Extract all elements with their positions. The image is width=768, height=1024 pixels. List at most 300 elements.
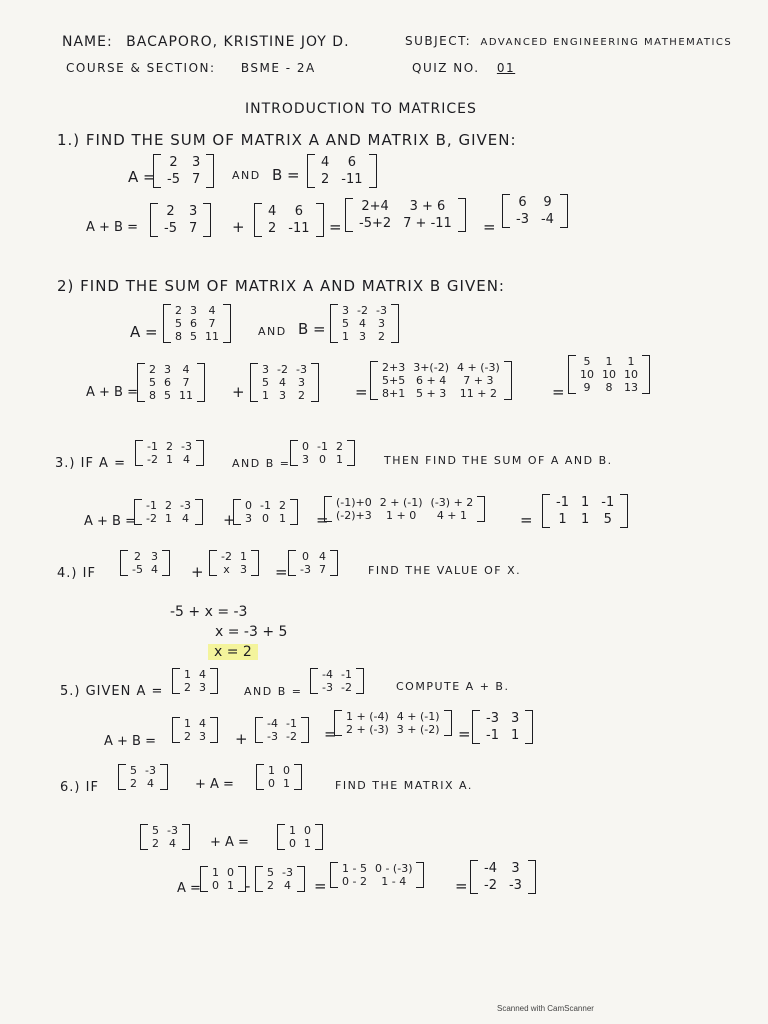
matrix-grid	[158, 203, 203, 237]
q1-matrix-a-copy	[150, 203, 211, 237]
matrix-cell: 3	[511, 861, 520, 876]
matrix-cell: 1	[184, 717, 191, 730]
matrix-cell: 8+1	[382, 387, 406, 400]
matrix-cell: 5	[152, 824, 159, 837]
matrix-row	[264, 777, 294, 790]
matrix-row	[263, 866, 297, 879]
matrix-cell: 6 + 4	[416, 374, 447, 387]
q5-prompt-end: COMPUTE A + B.	[396, 680, 510, 693]
matrix-row	[318, 681, 356, 694]
matrix-grid	[171, 304, 223, 343]
matrix-grid	[342, 710, 444, 736]
matrix-row	[576, 368, 642, 381]
q1-a-label: A =	[128, 168, 156, 186]
left-bracket	[290, 440, 298, 466]
right-bracket	[356, 668, 364, 694]
left-bracket	[370, 361, 378, 400]
q3-equals: =	[316, 511, 329, 529]
q2-and: AND	[258, 325, 287, 338]
right-bracket	[162, 550, 170, 576]
matrix-cell: 0	[289, 837, 296, 850]
matrix-cell: (-2)+3	[336, 509, 372, 522]
matrix-cell: -5	[164, 221, 177, 236]
matrix-cell: 1	[558, 512, 567, 527]
q2-sum-label: A + B =	[86, 385, 138, 400]
matrix-cell: 3	[199, 681, 206, 694]
matrix-row	[180, 668, 210, 681]
q3-result-matrix	[542, 494, 628, 528]
matrix-row	[262, 220, 316, 237]
matrix-row	[145, 363, 197, 376]
matrix-cell: 3	[377, 317, 385, 330]
left-bracket	[118, 764, 126, 790]
matrix-row	[296, 563, 330, 576]
matrix-row	[576, 381, 642, 394]
right-bracket	[369, 154, 377, 188]
matrix-cell: 4	[150, 563, 158, 576]
matrix-cell: -3	[295, 363, 307, 376]
right-bracket	[560, 194, 568, 228]
q5-equals-2: =	[458, 725, 471, 743]
matrix-cell: 5	[164, 389, 171, 402]
q5-sum-label: A + B =	[104, 734, 156, 749]
matrix-cell: 1 - 5	[342, 862, 367, 875]
matrix-cell: -3	[267, 730, 278, 743]
matrix-row	[332, 496, 477, 509]
matrix-cell: 6	[518, 195, 527, 210]
matrix-row	[285, 837, 315, 850]
matrix-cell: 3	[510, 711, 520, 726]
matrix-row	[143, 453, 196, 466]
matrix-grid	[332, 496, 477, 522]
matrix-row	[353, 198, 458, 215]
matrix-cell: 2	[184, 681, 191, 694]
matrix-cell: (-3) + 2	[430, 496, 474, 509]
matrix-grid	[180, 668, 210, 694]
matrix-row	[478, 860, 528, 877]
left-bracket	[568, 355, 576, 394]
matrix-row	[264, 764, 294, 777]
matrix-cell: 10	[602, 368, 616, 381]
left-bracket	[470, 860, 478, 894]
left-bracket	[120, 550, 128, 576]
matrix-grid	[378, 361, 504, 400]
name-line	[62, 34, 350, 50]
matrix-cell: 5	[149, 376, 156, 389]
matrix-row	[480, 727, 525, 744]
matrix-cell: 0	[283, 764, 290, 777]
matrix-cell: 2	[133, 550, 141, 563]
matrix-row	[296, 550, 330, 563]
matrix-row	[298, 440, 347, 453]
name-label: NAME:	[62, 34, 113, 50]
matrix-cell: 11	[179, 389, 193, 402]
left-bracket	[256, 764, 264, 790]
right-bracket	[311, 363, 319, 402]
matrix-cell: 2	[268, 221, 277, 236]
course-line	[66, 61, 316, 75]
matrix-cell: -5	[132, 563, 143, 576]
matrix-cell: 0	[302, 440, 309, 453]
matrix-cell: 1	[212, 866, 219, 879]
matrix-cell: 2	[321, 172, 330, 187]
left-bracket	[254, 203, 262, 237]
course-value: BSME - 2A	[240, 61, 316, 75]
matrix-grid	[263, 866, 297, 892]
matrix-cell: 2	[164, 499, 172, 512]
matrix-cell: -4	[540, 212, 554, 227]
matrix-cell: -3	[300, 563, 311, 576]
q3-matrix-a-copy	[134, 499, 203, 525]
matrix-cell: 1	[335, 453, 343, 466]
left-bracket	[277, 824, 285, 850]
right-bracket	[251, 550, 259, 576]
matrix-row	[378, 387, 504, 400]
matrix-grid	[318, 668, 356, 694]
subject-label: SUBJECT:	[405, 34, 472, 48]
matrix-cell: 4	[318, 550, 326, 563]
matrix-cell: 2	[149, 363, 156, 376]
matrix-row	[258, 376, 311, 389]
q6-identity-matrix-copy-2	[200, 866, 246, 892]
q3-matrix-b	[290, 440, 355, 466]
matrix-cell: -3	[145, 764, 156, 777]
q5-result-matrix	[472, 710, 533, 744]
right-bracket	[301, 717, 309, 743]
q1-matrix-b	[307, 154, 377, 188]
right-bracket	[197, 363, 205, 402]
page-title: INTRODUCTION TO MATRICES	[245, 101, 477, 117]
matrix-cell: 3 + 6	[409, 199, 446, 214]
matrix-cell: -2	[221, 550, 232, 563]
q4-matrix-3	[288, 550, 338, 576]
matrix-grid	[143, 440, 196, 466]
q5-prompt-start: 5.) GIVEN A =	[60, 684, 164, 699]
right-bracket	[206, 154, 214, 188]
q3-sum-label: A + B =	[84, 514, 136, 529]
matrix-cell: 5	[267, 866, 274, 879]
q3-matrix-b-copy	[233, 499, 298, 525]
matrix-cell: 0	[318, 453, 326, 466]
matrix-row	[126, 777, 160, 790]
matrix-row	[378, 361, 504, 374]
matrix-cell: 3	[191, 155, 201, 170]
matrix-cell: 4	[321, 155, 330, 170]
q5-equals: =	[324, 725, 337, 743]
matrix-cell: 2	[278, 499, 286, 512]
right-bracket	[504, 361, 512, 400]
matrix-cell: 4	[182, 453, 190, 466]
right-bracket	[642, 355, 650, 394]
matrix-cell: 10	[624, 368, 638, 381]
matrix-grid	[217, 550, 251, 576]
left-bracket	[209, 550, 217, 576]
matrix-cell: 4 + 1	[436, 509, 468, 522]
matrix-grid	[258, 363, 311, 402]
matrix-row	[142, 512, 195, 525]
matrix-cell: 3	[278, 389, 286, 402]
q2-equals: =	[355, 383, 368, 401]
q1-equals: =	[329, 218, 342, 236]
matrix-cell: 7 + 3	[463, 374, 494, 387]
q4-answer: x = 2	[208, 644, 258, 660]
matrix-cell: 1	[580, 495, 590, 510]
matrix-row	[158, 220, 203, 237]
q6-matrix-1-copy	[140, 824, 190, 850]
matrix-cell: 0 - (-3)	[374, 862, 413, 875]
right-bracket	[330, 550, 338, 576]
matrix-cell: 4	[182, 363, 190, 376]
matrix-grid	[126, 764, 160, 790]
matrix-cell: 8	[175, 330, 182, 343]
matrix-cell: -4	[484, 861, 497, 876]
matrix-cell: 11 + 2	[459, 387, 497, 400]
q6-a-label: A =	[177, 881, 201, 896]
matrix-cell: 2	[377, 330, 385, 343]
matrix-row	[171, 330, 223, 343]
matrix-row	[353, 215, 458, 232]
matrix-cell: 3	[245, 512, 252, 525]
matrix-cell: 1	[239, 550, 247, 563]
matrix-cell: -3	[180, 440, 192, 453]
matrix-cell: 3	[239, 563, 247, 576]
matrix-row	[171, 317, 223, 330]
left-bracket	[307, 154, 315, 188]
matrix-cell: 8	[605, 381, 613, 394]
q5-matrix-a	[172, 668, 218, 694]
matrix-grid	[478, 860, 528, 894]
q4-step-1: -5 + x = -3	[170, 604, 248, 620]
left-bracket	[502, 194, 510, 228]
matrix-cell: -1	[340, 668, 352, 681]
q3-equals-2: =	[520, 511, 533, 529]
matrix-grid	[142, 499, 195, 525]
right-bracket	[458, 198, 466, 232]
matrix-row	[180, 717, 210, 730]
matrix-cell: -3	[508, 878, 522, 893]
matrix-row	[128, 563, 162, 576]
right-bracket	[196, 440, 204, 466]
q2-matrix-b	[330, 304, 399, 343]
matrix-cell: 9	[583, 381, 591, 394]
matrix-cell: 0	[227, 866, 234, 879]
matrix-cell: 7	[318, 563, 326, 576]
matrix-cell: 1 - 4	[381, 875, 407, 888]
matrix-cell: (-1)+0	[336, 496, 372, 509]
q6-plus-a-2: + A =	[210, 835, 249, 850]
right-bracket	[525, 710, 533, 744]
right-bracket	[195, 499, 203, 525]
matrix-row	[145, 376, 197, 389]
matrix-cell: 2	[267, 879, 274, 892]
matrix-cell: 5	[190, 330, 197, 343]
q5-and: AND B =	[244, 685, 303, 698]
q6-matrix-1	[118, 764, 168, 790]
matrix-row	[338, 304, 391, 317]
left-bracket	[200, 866, 208, 892]
matrix-row	[480, 710, 525, 727]
matrix-cell: 9	[543, 195, 552, 210]
matrix-row	[148, 837, 182, 850]
matrix-cell: x	[223, 563, 230, 576]
q2-matrix-a	[163, 304, 231, 343]
right-bracket	[294, 764, 302, 790]
matrix-cell: 2+4	[361, 199, 389, 214]
matrix-cell: 0	[304, 824, 311, 837]
matrix-cell: 7 + -11	[403, 216, 452, 231]
matrix-cell: 1	[227, 879, 234, 892]
matrix-cell: -1	[556, 495, 569, 510]
matrix-cell: 7	[208, 317, 216, 330]
matrix-cell: 5	[262, 376, 269, 389]
subject-line	[405, 34, 732, 48]
matrix-cell: 10	[580, 368, 594, 381]
matrix-row	[128, 550, 162, 563]
matrix-grid	[285, 824, 315, 850]
q6-plus-a: + A =	[195, 777, 234, 792]
matrix-row	[208, 866, 238, 879]
matrix-cell: 3	[297, 376, 305, 389]
q1-b-label: B =	[272, 166, 300, 184]
right-bracket	[223, 304, 231, 343]
q4-plus: +	[191, 563, 204, 581]
right-bracket	[477, 496, 485, 522]
matrix-cell: 5	[175, 317, 182, 330]
matrix-cell: 2	[335, 440, 343, 453]
matrix-row	[318, 668, 356, 681]
matrix-row	[180, 681, 210, 694]
matrix-cell: 2	[169, 155, 178, 170]
matrix-cell: 1	[262, 389, 269, 402]
matrix-cell: 13	[624, 381, 638, 394]
matrix-cell: 3	[199, 730, 206, 743]
matrix-cell: -11	[288, 221, 310, 236]
matrix-grid	[263, 717, 301, 743]
right-bracket	[391, 304, 399, 343]
left-bracket	[345, 198, 353, 232]
q1-result-matrix	[502, 194, 568, 228]
q4-matrix-2	[209, 550, 259, 576]
q1-sum-label: A + B =	[86, 220, 138, 235]
matrix-cell: 4	[208, 304, 216, 317]
q6-expanded-matrix	[330, 862, 424, 888]
matrix-cell: 11	[205, 330, 219, 343]
matrix-row	[180, 730, 210, 743]
right-bracket	[297, 866, 305, 892]
left-bracket	[472, 710, 480, 744]
matrix-cell: -1	[260, 499, 271, 512]
matrix-cell: 1 + 0	[386, 509, 417, 522]
left-bracket	[137, 363, 145, 402]
left-bracket	[150, 203, 158, 237]
q3-and: AND B =	[232, 457, 291, 470]
right-bracket	[160, 764, 168, 790]
q2-expanded-matrix	[370, 361, 512, 400]
matrix-cell: 4	[168, 837, 176, 850]
q3-prompt-start: 3.) IF A =	[55, 456, 126, 471]
matrix-cell: 2	[175, 304, 182, 317]
matrix-cell: -3	[486, 711, 499, 726]
matrix-grid	[208, 866, 238, 892]
scanner-footer: Scanned with CamScanner	[497, 1004, 594, 1013]
matrix-cell: -1	[486, 728, 499, 743]
right-bracket	[528, 860, 536, 894]
matrix-row	[161, 171, 206, 188]
matrix-grid	[241, 499, 290, 525]
matrix-row	[241, 512, 290, 525]
matrix-cell: -2	[146, 512, 157, 525]
matrix-row	[262, 203, 316, 220]
matrix-row	[142, 499, 195, 512]
matrix-row	[338, 875, 416, 888]
left-bracket	[172, 717, 180, 743]
matrix-cell: 3	[262, 363, 269, 376]
matrix-cell: 3	[188, 204, 198, 219]
matrix-row	[478, 877, 528, 894]
matrix-cell: 6	[294, 204, 304, 219]
matrix-cell: 3	[302, 453, 309, 466]
matrix-cell: 2	[152, 837, 159, 850]
matrix-cell: -2	[340, 681, 352, 694]
left-bracket	[310, 668, 318, 694]
right-bracket	[347, 440, 355, 466]
matrix-row	[258, 389, 311, 402]
matrix-row	[217, 563, 251, 576]
matrix-cell: 5	[342, 317, 349, 330]
matrix-row	[258, 363, 311, 376]
q5-matrix-b	[310, 668, 364, 694]
q2-matrix-a-copy	[137, 363, 205, 402]
matrix-row	[510, 211, 560, 228]
matrix-cell: 2 + (-3)	[346, 723, 389, 736]
left-bracket	[172, 668, 180, 694]
right-bracket	[210, 717, 218, 743]
matrix-cell: 0	[245, 499, 252, 512]
q3-plus: +	[223, 511, 236, 529]
matrix-cell: -3	[375, 304, 387, 317]
matrix-cell: 2 + (-1)	[379, 496, 423, 509]
left-bracket	[324, 496, 332, 522]
matrix-row	[550, 494, 620, 511]
q2-equals-2: =	[552, 383, 565, 401]
matrix-row	[161, 154, 206, 171]
q6-equals-2: =	[455, 877, 468, 895]
q4-prompt-start: 4.) IF	[57, 566, 96, 581]
matrix-cell: 4	[181, 512, 189, 525]
q4-matrix-1	[120, 550, 170, 576]
subject-value: ADVANCED ENGINEERING MATHEMATICS	[480, 37, 733, 48]
right-bracket	[316, 203, 324, 237]
matrix-grid	[576, 355, 642, 394]
matrix-cell: 8	[149, 389, 156, 402]
matrix-cell: 1 + (-4)	[346, 710, 389, 723]
matrix-row	[342, 710, 444, 723]
matrix-cell: 2	[165, 440, 173, 453]
matrix-cell: 0 - 2	[342, 875, 367, 888]
q3-prompt-end: THEN FIND THE SUM OF A AND B.	[384, 454, 613, 467]
matrix-row	[315, 171, 369, 188]
left-bracket	[163, 304, 171, 343]
q6-minus: -	[245, 877, 251, 895]
q5-plus: +	[235, 730, 248, 748]
name-value: BACAPORO, KRISTINE JOY D.	[126, 34, 350, 50]
left-bracket	[255, 866, 263, 892]
q6-prompt-end: FIND THE MATRIX A.	[335, 779, 473, 792]
left-bracket	[330, 304, 338, 343]
matrix-cell: 3	[358, 330, 366, 343]
matrix-row	[510, 194, 560, 211]
matrix-cell: -11	[341, 172, 363, 187]
